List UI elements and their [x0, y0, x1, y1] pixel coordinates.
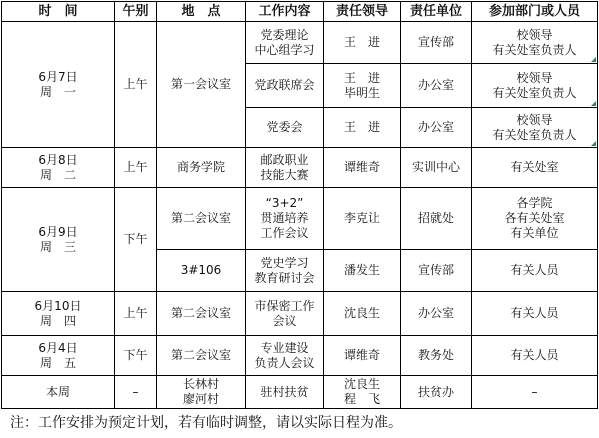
period-cell: 上午 — [115, 22, 157, 148]
place-cell: 第二会议室 — [157, 188, 246, 250]
content-cell: 市保密工作 会议 — [246, 292, 324, 336]
attendees-cell — [472, 108, 598, 148]
period-cell: 下午 — [115, 188, 157, 292]
date-cell: 6月9日 周 三 — [2, 188, 115, 292]
place-cell: 第二会议室 — [157, 292, 246, 336]
leader-cell: 王 进 — [324, 22, 401, 64]
table-row — [2, 336, 598, 376]
unit-cell: 宣传部 — [401, 22, 472, 64]
header-leader: 责任领导 — [324, 2, 401, 22]
attendees-cell — [472, 22, 598, 64]
content-cell: 专业建设 负责人会议 — [246, 336, 324, 376]
content-cell: 党政联席会 — [246, 64, 324, 108]
unit-cell: 教务处 — [401, 336, 472, 376]
period-cell: 上午 — [115, 148, 157, 188]
schedule-table — [1, 1, 598, 409]
content-cell: 党委会 — [246, 108, 324, 148]
period-cell: – — [115, 376, 157, 409]
unit-cell: 实训中心 — [401, 148, 472, 188]
header-period: 午别 — [115, 2, 157, 22]
table-row — [2, 22, 598, 64]
unit-cell: 宣传部 — [401, 250, 472, 292]
attendees-cell: 有关人员 — [472, 292, 598, 336]
unit-cell: 办公室 — [401, 64, 472, 108]
leader-cell: 李克让 — [324, 188, 401, 250]
attendees-cell: 有关人员 — [472, 336, 598, 376]
place-cell: 商务学院 — [157, 148, 246, 188]
attendees-text: 校领导 有关处室负责人 — [492, 70, 577, 100]
date-cell: 本周 — [2, 376, 115, 409]
leader-cell: 谭维奇 — [324, 336, 401, 376]
attendees-cell: 各学院 各有关处室 有关单位 — [472, 188, 598, 250]
attendees-cell: – — [472, 376, 598, 409]
content-cell: 党史学习 教育研讨会 — [246, 250, 324, 292]
header-unit: 责任单位 — [401, 2, 472, 22]
period-cell: 下午 — [115, 336, 157, 376]
date-cell: 6月4日 周 五 — [2, 336, 115, 376]
header-attendees: 参加部门或人员 — [472, 2, 598, 22]
comment-marker-icon — [591, 101, 596, 106]
table-row — [2, 148, 598, 188]
header-row — [2, 2, 598, 22]
unit-cell: 扶贫办 — [401, 376, 472, 409]
leader-cell: 沈良生 — [324, 292, 401, 336]
comment-marker-icon — [591, 141, 596, 146]
unit-cell: 办公室 — [401, 108, 472, 148]
content-cell: 驻村扶贫 — [246, 376, 324, 409]
leader-cell: 沈良生 程 飞 — [324, 376, 401, 409]
place-cell: 第二会议室 — [157, 336, 246, 376]
place-cell: 长林村 廖河村 — [157, 376, 246, 409]
table-row — [2, 188, 598, 250]
header-content: 工作内容 — [246, 2, 324, 22]
place-cell: 3#106 — [157, 250, 246, 292]
table-row — [2, 376, 598, 409]
date-cell: 6月10日 周 四 — [2, 292, 115, 336]
leader-cell: 王 进 — [324, 108, 401, 148]
unit-cell: 招就处 — [401, 188, 472, 250]
period-cell: 上午 — [115, 292, 157, 336]
table-row — [2, 292, 598, 336]
attendees-cell: 有关人员 — [472, 250, 598, 292]
date-cell: 6月7日 周 一 — [2, 22, 115, 148]
date-cell: 6月8日 周 二 — [2, 148, 115, 188]
leader-cell: 王 进 毕明生 — [324, 64, 401, 108]
attendees-text: 校领导 有关处室负责人 — [492, 27, 577, 57]
content-cell: 邮政职业 技能大赛 — [246, 148, 324, 188]
comment-marker-icon — [591, 57, 596, 62]
attendees-cell — [472, 64, 598, 108]
content-cell: “3+2” 贯通培养 工作会议 — [246, 188, 324, 250]
footnote: 注：工作安排为预定计划，若有临时调整，请以实际日程为准。 — [10, 415, 402, 431]
place-cell: 第一会议室 — [157, 22, 246, 148]
content-cell: 党委理论 中心组学习 — [246, 22, 324, 64]
header-place: 地 点 — [157, 2, 246, 22]
header-time: 时 间 — [2, 2, 115, 22]
unit-cell: 办公室 — [401, 292, 472, 336]
attendees-cell: 有关处室 — [472, 148, 598, 188]
leader-cell: 谭维奇 — [324, 148, 401, 188]
attendees-text: 校领导 有关处室负责人 — [492, 112, 577, 142]
leader-cell: 潘发生 — [324, 250, 401, 292]
